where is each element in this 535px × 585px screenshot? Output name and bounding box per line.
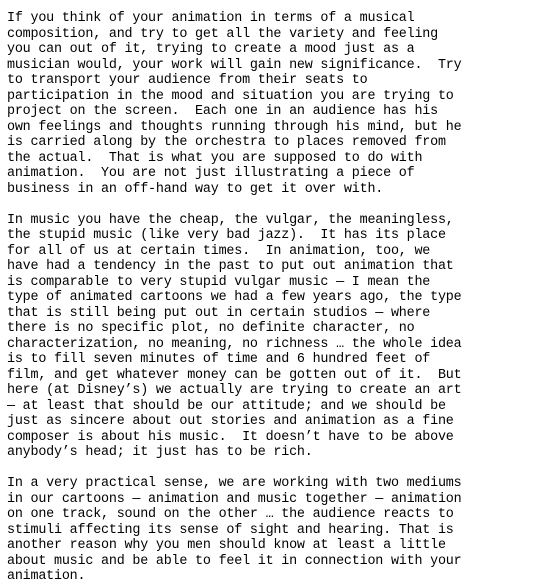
paragraph-cheap-vulgar-music: In music you have the cheap, the vulgar, the meaningless, the stupid music (like very bad jazz). It has its place for all of us at certain times. In animation, too, we have had a tendency in the past to put out animation that is comparable to very stupid vulgar music — I mean the type of animated cartoons we had a few years ago, the type that is still being put out in certain studios — where there is no specific plot, no definite character, no characterization, no meaning, no richness … the whole idea is to fill seven minutes of time and 6 hundred feet of film, and get whatever money can be gotten out of it. But here (at Disney’s) we actually are trying to create an art — at least that should be our attitude; and we should be just as sincere about out stories and animation as a fine composer is about his music. It doesn’t have to be above anybody’s head; it just has to be rich. xyxy=(7,212,462,460)
paragraph-musical-composition: If you think of your animation in terms of a musical composition, and try to get all the variety and feeling you can out of it, trying to create a mood just as a musician would, your work will gain new significance. Try to transport your audience from their seats to participation in the mood and situation you are trying to project on the screen. Each one in an audience has his own feelings and thoughts running through his mind, but he is carried along by the orchestra to places removed from the actual. That is what you are supposed to do with animation. You are not just illustrating a piece of business in an off-hand way to get it over with. xyxy=(7,11,462,197)
paragraph-two-mediums: In a very practical sense, we are working with two mediums in our cartoons — animation and music together — animation on one track, sound on the other … the audience reacts to stimuli affecting its sense of sight and hearing. That is another reason why you men should know at least a little about music and be able to feel it in connection with your animation. xyxy=(7,476,462,584)
document-page xyxy=(7,11,533,585)
